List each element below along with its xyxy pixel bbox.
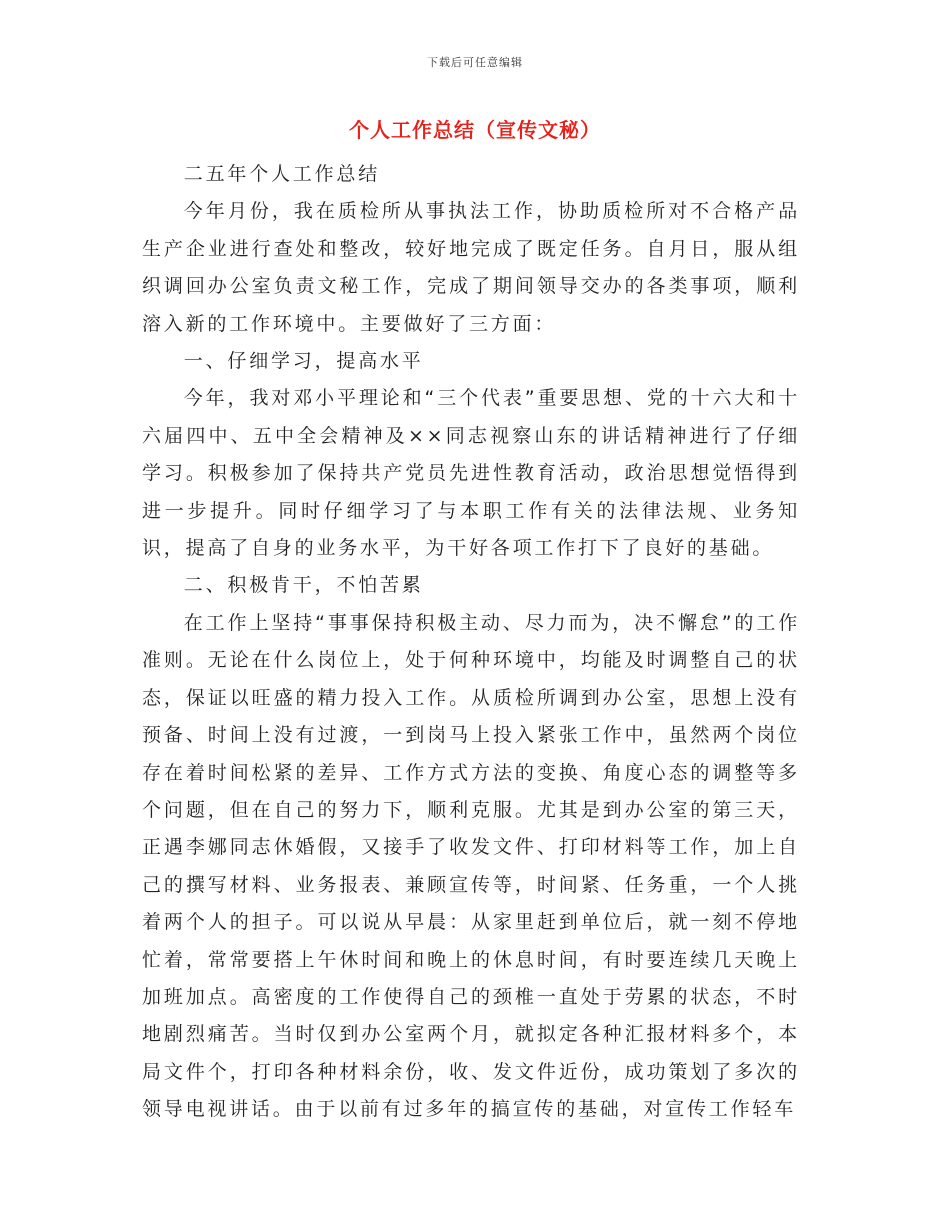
paragraph-intro: 今年月份，我在质检所从事执法工作，协助质检所对不合格产品生产企业进行查处和整改，较好地完成了既定任务。自月日，服从组织调回办公室负责文秘工作，完成了期间领导交办的各类事项，顺利溶入新的工作环境中。主要做好了三方面： <box>142 200 800 335</box>
document-title: 个人工作总结（宣传文秘） <box>349 118 601 142</box>
paragraph-work: 在工作上坚持“事事保持积极主动、尽力而为，决不懈怠”的工作准则。无论在什么岗位上，处于何种环境中，均能及时调整自己的状态，保证以旺盛的精力投入工作。从质检所调到办公室，思想上没有预备、时间上没有过渡，一到岗马上投入紧张工作中，虽然两个岗位存在着时间松紧的差异、工作方式方法的变换、角度心态的调整等多个问题，但在自己的努力下，顺利克服。尤其是到办公室的第三天，正遇李娜同志休婚假，又接手了收发文件、打印材料等工作，加上自己的撰写材料、业务报表、兼顾宣传等，时间紧、任务重，一个人挑着两个人的担子。可以说从早晨：从家里赶到单位后，就一刻不停地忙着，常常要搭上午休时间和晚上的休息时间，有时要连续几天晚上加班加点。高密度的工作使得自己的颈椎一直处于劳累的状态，不时地剧烈痛苦。当时仅到办公室两个月，就拟定各种汇报材料多个，本局文件个，打印各种材料余份，收、发文件近份，成功策划了多次的领导电视讲话。由于以前有过多年的搞宣传的基础，对宣传工作轻车 <box>142 611 800 1121</box>
section-heading-1: 一、仔细学习，提高水平 <box>183 350 424 373</box>
header-note: 下载后可任意编辑 <box>427 56 523 69</box>
section-heading-2: 二、积极肯干，不怕苦累 <box>183 574 424 597</box>
document-body <box>142 156 800 1129</box>
paragraph-subtitle: 二五年个人工作总结 <box>183 163 380 185</box>
paragraph-study: 今年，我对邓小平理论和“三个代表”重要思想、党的十六大和十六届四中、五中全会精神及××同志视察山东的讲话精神进行了仔细学习。积极参加了保持共产党员先进性教育活动，政治思想觉悟得到进一步提升。同时仔细学习了与本职工作有关的法律法规、业务知识，提高了自身的业务水平，为干好各项工作打下了良好的基础。 <box>142 387 800 560</box>
